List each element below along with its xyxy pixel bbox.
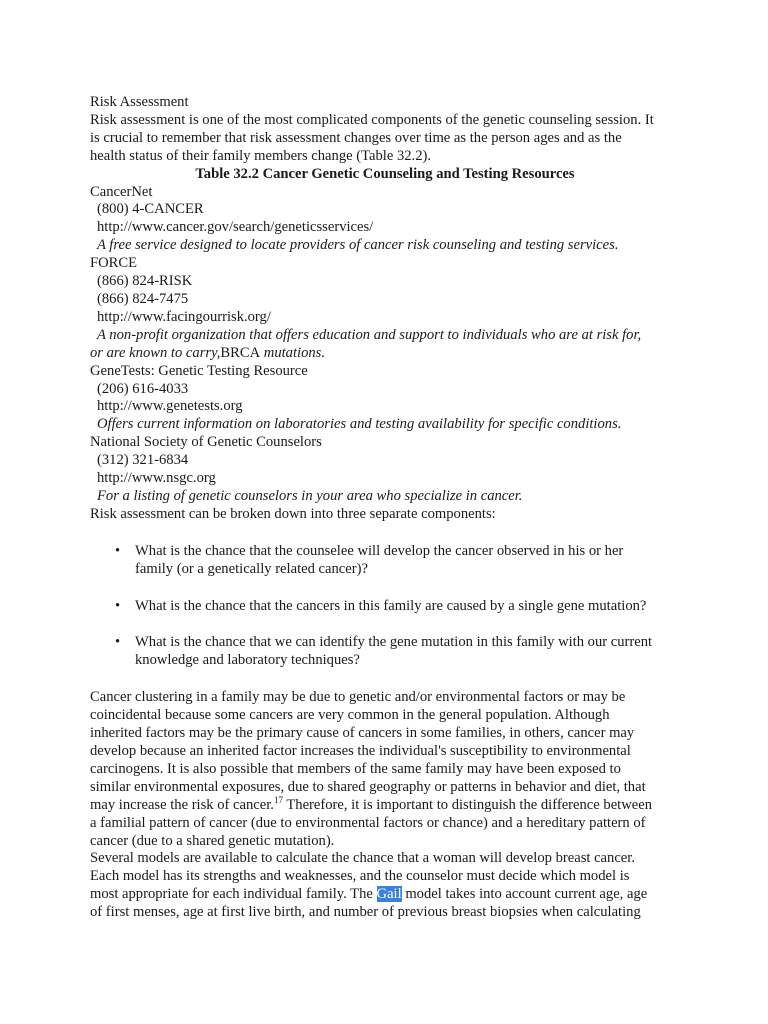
intro-line: Risk assessment is one of the most complicated components of the genetic counseling session. It [90,111,654,128]
document-page [90,94,680,922]
resource-description: Offers current information on laboratories and testing availability for specific conditions. [97,416,622,433]
paragraph-line: coincidental because some cancers are very common in the general population. Although [90,707,610,724]
resource-url: http://www.genetests.org [97,398,243,415]
bullet-icon: • [115,542,121,559]
bullet-icon: • [115,634,121,651]
description-tail-prefix: or are known to carry, [90,344,221,361]
resource-phone: (866) 824-7475 [97,290,189,307]
selected-text-gail[interactable]: Gail [376,886,402,903]
paragraph-line-with-citation [90,794,680,815]
paragraph-line: Each model has its strengths and weaknesses, and the counselor must decide which model is [90,868,630,885]
paragraph-line: Several models are available to calculate the chance that a woman will develop breast cancer. [90,850,635,867]
paragraph-line: similar environmental exposures, due to shared geography or patterns in behavior and diet, that [90,778,646,795]
list-item [90,634,680,670]
brca-term: BRCA [220,344,261,361]
paragraph-line: inherited factors may be the primary cause of cancers in some families, in others, cancer may [90,725,635,742]
intro-paragraph [90,112,680,166]
resource-force [90,255,680,362]
paragraph-cancer-clustering [90,689,680,850]
paragraph-line: Cancer clustering in a family may be due to genetic and/or environmental factors or may be [90,689,626,706]
list-item-line: knowledge and laboratory techniques? [135,652,360,669]
bullet-icon: • [115,597,121,614]
intro-line: health status of their family members change (Table 32.2). [90,147,432,164]
resource-name: FORCE [90,255,138,272]
components-intro: Risk assessment can be broken down into three separate components: [90,505,496,522]
paragraph-line: cancer (due to a shared genetic mutation). [90,832,335,849]
description-tail-suffix: mutations. [260,344,326,361]
intro-line: is crucial to remember that risk assessment changes over time as the person ages and as the [90,129,622,146]
resource-description: For a listing of genetic counselors in your area who specialize in cancer. [97,487,523,504]
paragraph-models [90,850,680,922]
resource-description-tail [90,345,680,363]
resource-name: GeneTests: Genetic Testing Resource [90,362,308,379]
resource-url: http://www.nsgc.org [97,470,216,487]
resource-url: http://www.facingourrisk.org/ [97,308,271,325]
resource-url: http://www.cancer.gov/search/geneticsservices/ [97,219,374,236]
components-list [90,543,680,671]
list-item [90,598,680,616]
paragraph-line: develop because an inherited factor increases the individual's susceptibility to environmental [90,743,631,759]
resource-cancernet [90,184,680,256]
table-title: Table 32.2 Cancer Genetic Counseling and Testing Resources [195,165,575,182]
paragraph-line: of first menses, age at first live birth, and number of previous breast biopsies when calculating [90,904,641,921]
resource-description: A non-profit organization that offers education and support to individuals who are at risk for, [97,326,642,343]
highlight-line-start: most appropriate for each individual family. The [90,886,377,903]
resource-description: A free service designed to locate providers of cancer risk counseling and testing services. [97,237,619,254]
resource-nsgc [90,434,680,506]
citation-superscript: 17 [273,794,283,805]
list-item-line: family (or a genetically related cancer)? [135,560,368,577]
paragraph-line: a familial pattern of cancer (due to environmental factors or chance) and a hereditary pattern of [90,814,646,831]
list-item-line: What is the chance that we can identify the gene mutation in this family with our current [135,634,653,651]
resource-phone: (312) 321-6834 [97,452,189,469]
highlight-line-end: model takes into account current age, age [401,886,648,903]
citation-line-start: may increase the risk of cancer. [90,796,274,813]
resource-name: CancerNet [90,183,153,200]
citation-line-end: Therefore, it is important to distinguish the difference between [282,796,653,813]
resource-genetests [90,363,680,435]
list-item-line: What is the chance that the cancers in this family are caused by a single gene mutation? [135,597,647,614]
section-heading: Risk Assessment [90,94,189,110]
resource-phone: (866) 824-RISK [97,273,193,290]
paragraph-line-with-highlight [90,886,680,904]
list-item-line: What is the chance that the counselee will develop the cancer observed in his or her [135,542,624,559]
list-item [90,543,680,579]
resource-phone: (800) 4-CANCER [97,201,204,218]
resource-name: National Society of Genetic Counselors [90,434,322,451]
resource-phone: (206) 616-4033 [97,380,189,397]
paragraph-line: carcinogens. It is also possible that members of the same family may have been exposed to [90,760,621,777]
